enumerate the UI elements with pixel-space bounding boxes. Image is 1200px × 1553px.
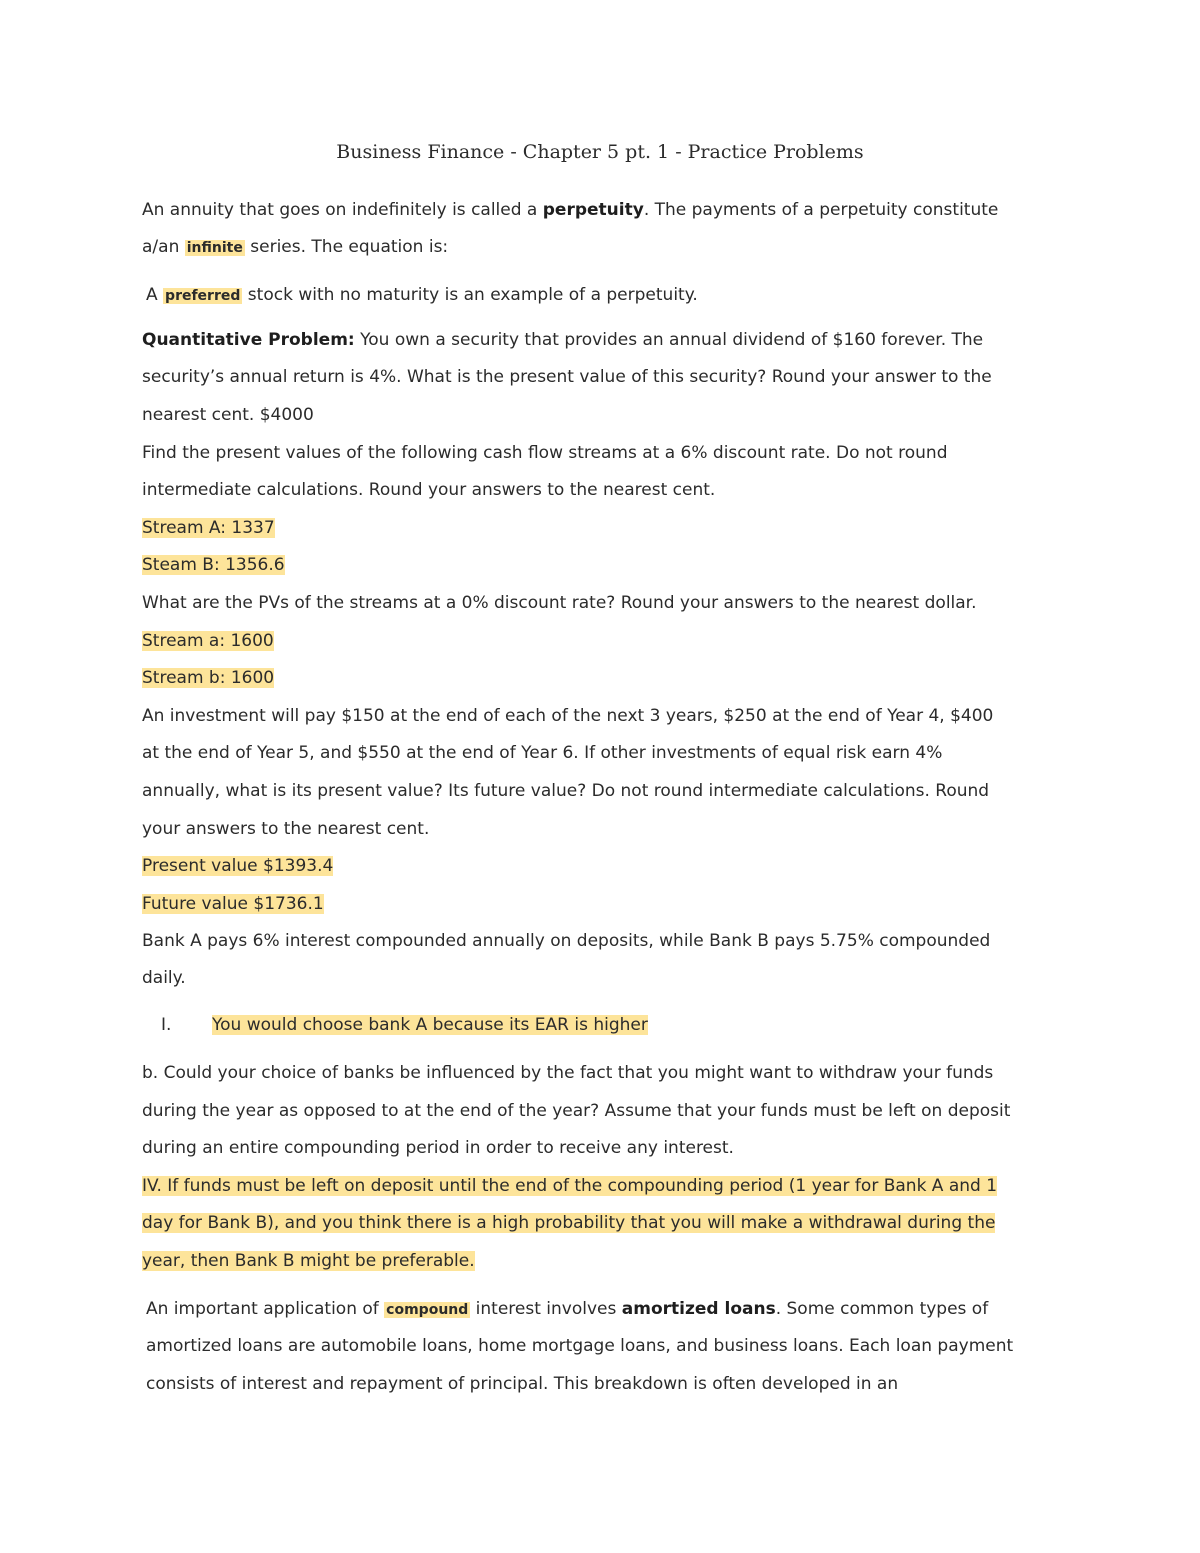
highlighted-answer: You would choose bank A because its EAR is higher bbox=[212, 1015, 648, 1035]
withdraw-question-line-1: b. Could your choice of banks be influenced by the fact that you might want to withdraw your funds bbox=[142, 1063, 994, 1083]
amortized-paragraph-line-2: amortized loans are automobile loans, home mortgage loans, and business loans. Each loan payment bbox=[146, 1336, 1014, 1356]
text-segment: series. The equation is: bbox=[244, 237, 449, 257]
withdraw-question-line-3: during an entire compounding period in order to receive any interest. bbox=[142, 1138, 734, 1158]
text-segment: stock with no maturity is an example of a perpetuity. bbox=[242, 285, 698, 305]
text-segment: interest involves bbox=[470, 1299, 622, 1319]
quantitative-problem-label: Quantitative Problem: bbox=[142, 330, 355, 350]
highlighted-answer: year, then Bank B might be preferable. bbox=[142, 1251, 475, 1271]
investment-question-line-1: An investment will pay $150 at the end of each of the next 3 years, $250 at the end of Year 4, $400 bbox=[142, 706, 994, 726]
answer-stream-a-zero bbox=[142, 630, 274, 652]
answer-compound: compound bbox=[386, 1302, 469, 1318]
pv-zero-question: What are the PVs of the streams at a 0% discount rate? Round your answers to the nearest dollar. bbox=[142, 593, 977, 613]
bank-question-line-1: Bank A pays 6% interest compounded annually on deposits, while Bank B pays 5.75% compounded bbox=[142, 931, 991, 951]
investment-question-line-2: at the end of Year 5, and $550 at the end of Year 6. If other investments of equal risk earn 4% bbox=[142, 743, 943, 763]
text-segment: You own a security that provides an annual dividend of $160 forever. The bbox=[354, 330, 984, 350]
list-numeral: I. bbox=[161, 1015, 172, 1035]
answer-present-value bbox=[142, 855, 333, 877]
highlighted-answer: Stream a: 1600 bbox=[142, 631, 274, 651]
highlighted-answer: Future value $1736.1 bbox=[142, 894, 324, 914]
withdraw-question-line-2: during the year as opposed to at the end of the year? Assume that your funds must be left on deposit bbox=[142, 1101, 1011, 1121]
highlighted-answer: day for Bank B), and you think there is a high probability that you will make a withdrawal during the bbox=[142, 1213, 996, 1233]
answer-stream-a bbox=[142, 517, 275, 539]
text-segment: An annuity that goes on indefinitely is called a bbox=[142, 200, 543, 220]
highlighted-answer: Steam B: 1356.6 bbox=[142, 555, 285, 575]
page-title: Business Finance - Chapter 5 pt. 1 - Practice Problems bbox=[336, 141, 864, 163]
quantitative-problem-line-3: nearest cent. $4000 bbox=[142, 405, 314, 425]
answer-choose-bank bbox=[212, 1014, 648, 1036]
answer-stream-b-zero bbox=[142, 667, 274, 689]
investment-question-line-3: annually, what is its present value? Its future value? Do not round intermediate calculations. Round bbox=[142, 781, 990, 801]
term-perpetuity: perpetuity bbox=[542, 200, 644, 220]
investment-question-line-4: your answers to the nearest cent. bbox=[142, 819, 430, 839]
bank-question-line-2: daily. bbox=[142, 968, 186, 988]
streams-question-line-1: Find the present values of the following cash flow streams at a 6% discount rate. Do not round bbox=[142, 443, 948, 463]
highlighted-answer: Present value $1393.4 bbox=[142, 856, 334, 876]
text-segment: A bbox=[146, 285, 164, 305]
streams-question-line-2: intermediate calculations. Round your answers to the nearest cent. bbox=[142, 480, 716, 500]
answer-future-value bbox=[142, 893, 324, 915]
answer-withdraw-line-1 bbox=[142, 1175, 997, 1197]
highlighted-answer: Stream A: 1337 bbox=[142, 518, 275, 538]
answer-withdraw-line-2 bbox=[142, 1212, 995, 1234]
highlighted-answer: Stream b: 1600 bbox=[142, 668, 275, 688]
amortized-paragraph-line-1 bbox=[146, 1298, 988, 1321]
answer-withdraw-line-3 bbox=[142, 1250, 475, 1272]
paragraph-preferred bbox=[146, 284, 698, 307]
text-segment: . The payments of a perpetuity constitute bbox=[643, 200, 999, 220]
text-segment: An important application of bbox=[146, 1299, 385, 1319]
answer-stream-b bbox=[142, 554, 285, 576]
answer-infinite: infinite bbox=[186, 240, 243, 256]
text-segment: a/an bbox=[142, 237, 185, 257]
highlighted-answer: IV. If funds must be left on deposit until the end of the compounding period (1 year for Bank A and 1 bbox=[142, 1176, 998, 1196]
text-segment: . Some common types of bbox=[775, 1299, 989, 1319]
paragraph-perpetuity-line-1 bbox=[142, 199, 998, 221]
quantitative-problem-line-2: security’s annual return is 4%. What is the present value of this security? Round your answer to the bbox=[142, 367, 992, 387]
term-amortized-loans: amortized loans bbox=[621, 1299, 776, 1319]
amortized-paragraph-line-3: consists of interest and repayment of principal. This breakdown is often developed in an bbox=[146, 1374, 899, 1394]
answer-preferred: preferred bbox=[165, 288, 241, 304]
quantitative-problem-line-1 bbox=[142, 329, 983, 351]
paragraph-perpetuity-line-2 bbox=[142, 236, 448, 259]
